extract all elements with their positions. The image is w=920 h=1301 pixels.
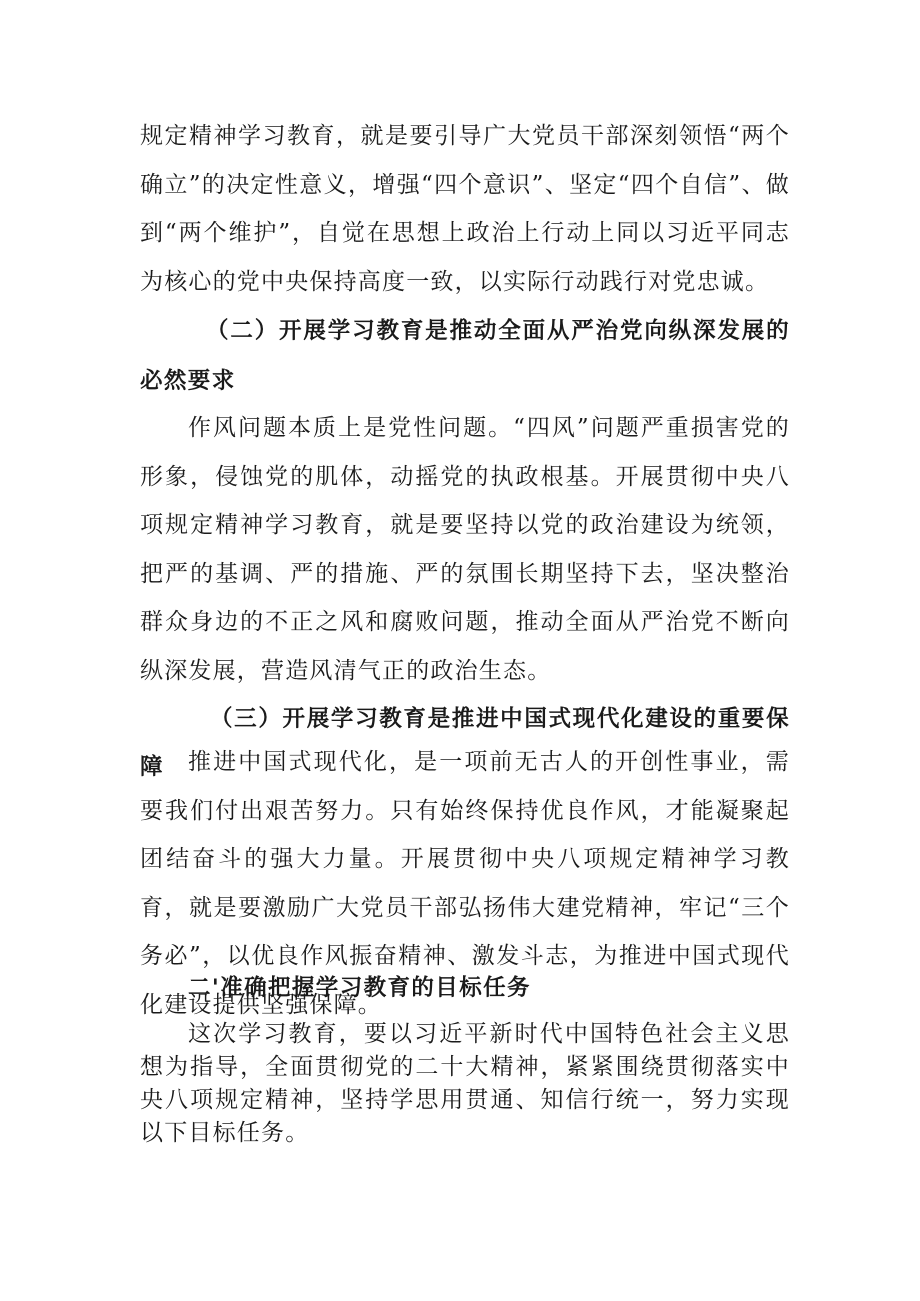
paragraph-4: 这次学习教育，要以习近平新时代中国特色社会主义思想为指导，全面贯彻党的二十大精神，紧紧围绕贯彻落实中央八项规定精神，坚持学思用贯通、知信行统一，努力实现以下目标任务。 (140, 1021, 790, 1146)
paragraph-continued: 规定精神学习教育，就是要引导广大党员干部深刻领悟“两个确立”的决定性意义，增强“四个意识”、坚定“四个自信”、做到“两个维护”，自觉在思想上政治上行动上同以习近平同志为核心的党中央保持高度一致，以实际行动践行对党忠诚。 (140, 123, 790, 295)
subheading-3: （三）开展学习教育是推进中国式现代化建设的重要保障 (140, 706, 790, 780)
paragraph-3: 推进中国式现代化，是一项前无古人的开创性事业，需要我们付出艰苦努力。只有始终保持优良作风，才能凝聚起团结奋斗的强大力量。开展贯彻中央八项规定精神学习教育，就是要激励广大党员干部弘扬伟大建党精神，牢记“三个务必”，以优良作风振奋精神、激发斗志，为推进中国式现代化建设提供坚强保障。 (140, 749, 790, 1018)
section-2-heading: 二'准确把握学习教育的目标任务 (188, 975, 531, 1001)
paragraph-2: 作风问题本质上是党性问题。“四风”问题严重损害党的形象，侵蚀党的肌体，动摇党的执政根基。开展贯彻中央八项规定精神学习教育，就是要坚持以党的政治建设为统领，把严的基调、严的措施、严的氛围长期坚持下去，坚决整治群众身边的不正之风和腐败问题，推动全面从严治党不断向纵深发展，营造风清气正的政治生态。 (140, 415, 790, 684)
subheading-2: （二）开展学习教育是推动全面从严治党向纵深发展的必然要求 (140, 318, 790, 394)
